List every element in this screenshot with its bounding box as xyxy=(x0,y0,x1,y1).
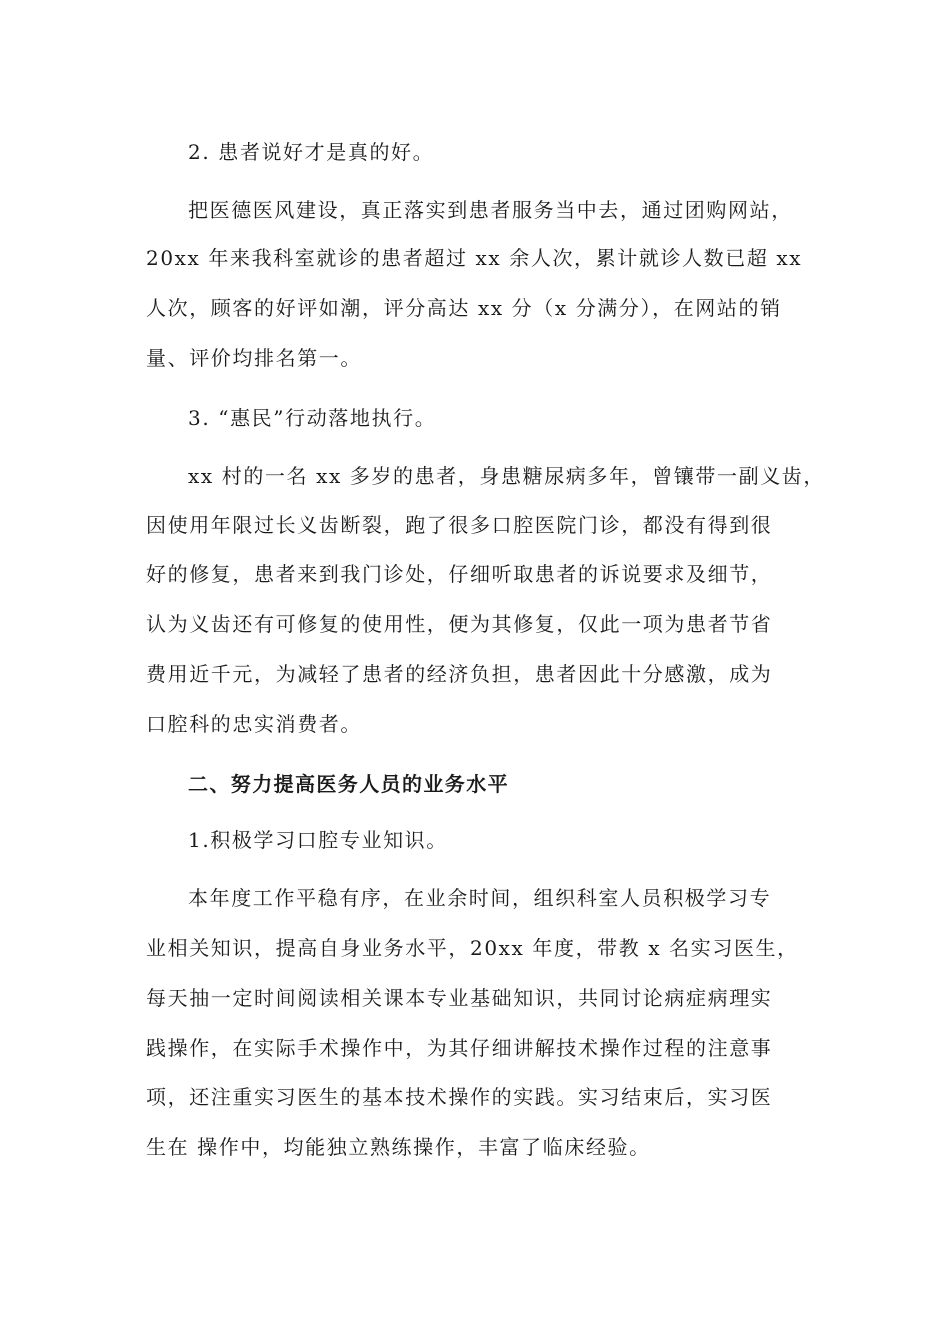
numbered-point-1: 1.积极学习口腔专业知识。 xyxy=(188,828,448,852)
paragraph-line: 口腔科的忠实消费者。 xyxy=(146,712,362,736)
paragraph-line: 本年度工作平稳有序，在业余时间，组织科室人员积极学习专 xyxy=(188,886,772,910)
paragraph-line: 人次，顾客的好评如潮，评分高达 xx 分（x 分满分），在网站的销 xyxy=(146,296,782,320)
numbered-point-2: 2. 患者说好才是真的好。 xyxy=(188,140,435,164)
paragraph-line: 把医德医风建设，真正落实到患者服务当中去，通过团购网站， xyxy=(188,198,793,222)
paragraph-line: 生在 操作中，均能独立熟练操作，丰富了临床经验。 xyxy=(146,1135,651,1159)
paragraph-line: 费用近千元，为减轻了患者的经济负担，患者因此十分感激，成为 xyxy=(146,662,773,686)
paragraph-line: 践操作，在实际手术操作中，为其仔细讲解技术操作过程的注意事 xyxy=(146,1036,773,1060)
numbered-point-3: 3. “惠民”行动落地执行。 xyxy=(188,406,437,430)
paragraph-line: 项，还注重实习医生的基本技术操作的实践。实习结束后，实习医 xyxy=(146,1085,773,1109)
paragraph-line: 20xx 年来我科室就诊的患者超过 xx 余人次，累计就诊人数已超 xx xyxy=(146,246,803,270)
paragraph-line: 好的修复，患者来到我门诊处，仔细听取患者的诉说要求及细节， xyxy=(146,562,773,586)
paragraph-line: 每天抽一定时间阅读相关课本专业基础知识，共同讨论病症病理实 xyxy=(146,986,773,1010)
paragraph-line: 量、评价均排名第一。 xyxy=(146,346,362,370)
paragraph-line: 认为义齿还有可修复的使用性，便为其修复，仅此一项为患者节省 xyxy=(146,612,773,636)
paragraph-line: xx 村的一名 xx 多岁的患者，身患糖尿病多年，曾镶带一副义齿， xyxy=(188,464,825,488)
section-heading: 二、努力提高医务人员的业务水平 xyxy=(188,772,509,796)
paragraph-line: 因使用年限过长义齿断裂，跑了很多口腔医院门诊，都没有得到很 xyxy=(146,513,773,537)
paragraph-line: 业相关知识，提高自身业务水平，20xx 年度，带教 x 名实习医生， xyxy=(146,936,799,960)
